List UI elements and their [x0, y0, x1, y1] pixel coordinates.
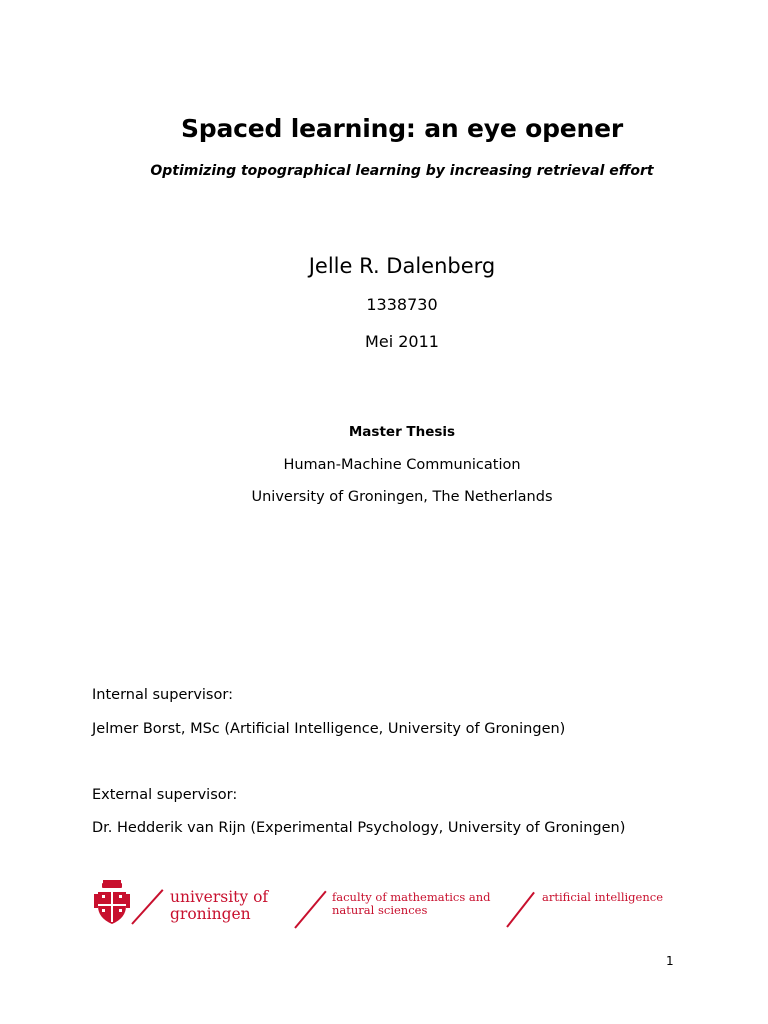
- internal-supervisor-name: Jelmer Borst, MSc (Artificial Intelligence, University of Groningen): [92, 721, 566, 737]
- university-logo-line2: groningen: [170, 905, 251, 923]
- department-logo: artificial intelligence: [542, 890, 663, 904]
- external-supervisor-name: Dr. Hedderik van Rijn (Experimental Psychology, University of Groningen): [92, 820, 626, 836]
- page-number: 1: [666, 954, 674, 968]
- faculty-logo-line1: faculty of mathematics and: [332, 890, 491, 904]
- external-supervisor-label: External supervisor:: [92, 787, 238, 803]
- logo-bar: [92, 876, 692, 932]
- university-name: University of Groningen, The Netherlands: [251, 489, 553, 505]
- university-crest-icon: [94, 880, 130, 928]
- faculty-logo-line2: natural sciences: [332, 903, 428, 917]
- thesis-title: Spaced learning: an eye opener: [180, 114, 624, 143]
- thesis-date: Mei 2011: [365, 332, 439, 351]
- slash-divider-icon: [294, 891, 326, 929]
- thesis-subtitle: Optimizing topographical learning by increasing retrieval effort: [150, 163, 654, 179]
- author-name: Jelle R. Dalenberg: [308, 254, 496, 278]
- slash-divider-icon: [506, 892, 535, 928]
- slash-divider-icon: [131, 889, 163, 925]
- internal-supervisor-label: Internal supervisor:: [92, 687, 233, 703]
- study-program: Human-Machine Communication: [283, 457, 521, 473]
- student-number: 1338730: [366, 295, 438, 314]
- thesis-type: Master Thesis: [348, 424, 456, 440]
- university-logo-line1: university of: [170, 888, 269, 906]
